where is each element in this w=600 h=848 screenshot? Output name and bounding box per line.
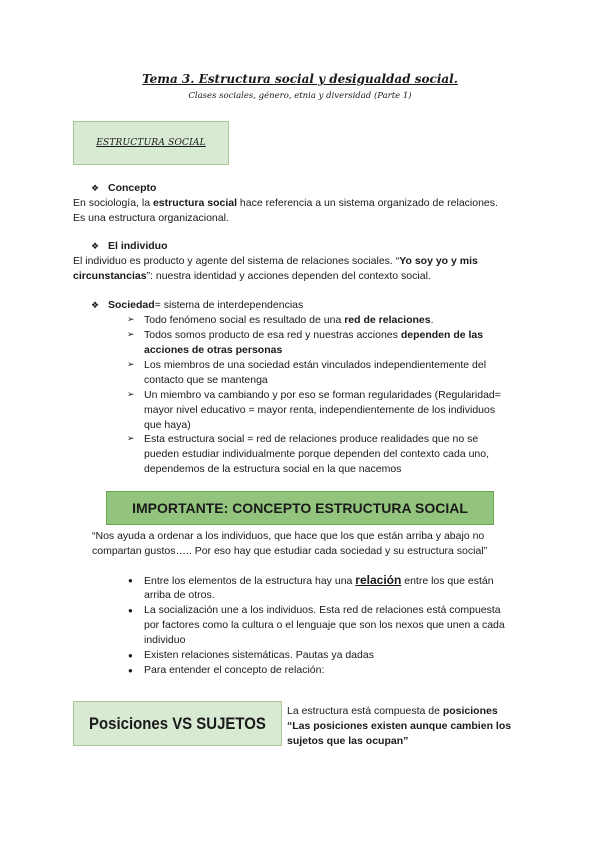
concepto-line1: En sociología, la estructura social hace referencia a un sistema organizado de relaciones. — [73, 197, 498, 209]
concepto-line2: Es una estructura organizacional. — [73, 212, 229, 224]
arrow-bullet-icon: ➢ — [127, 329, 135, 339]
section-box-label: IMPORTANTE: CONCEPTO ESTRUCTURA SOCIAL — [132, 500, 468, 516]
dot-bullet-icon: ● — [128, 606, 133, 615]
section-box-estructura-social — [73, 121, 229, 165]
sociedad-item-cont: pueden estudiar individualmente porque dependen del contexto cada uno, — [144, 448, 490, 460]
bullet-item: La socialización une a los individuos. Esta red de relaciones está compuesta — [144, 604, 501, 616]
diamond-bullet-icon: ❖ — [91, 241, 100, 251]
bullet-item-cont: por factores como la cultura o el lenguaje que son los nexos que unen a cada — [144, 619, 505, 631]
bullet-item-cont: arriba de otros. — [144, 589, 215, 601]
bullet-item: Existen relaciones sistemáticas. Pautas ya dadas — [144, 649, 374, 661]
quote-line2: compartan gustos….. Por eso hay que estudiar cada sociedad y su estructura social” — [92, 545, 488, 557]
posiciones-line1: La estructura está compuesta de posiciones — [287, 705, 498, 717]
dot-bullet-icon: ● — [128, 651, 133, 660]
sociedad-item: Todos somos producto de esa red y nuestras acciones dependen de las — [144, 329, 484, 341]
sociedad-item: Un miembro va cambiando y por eso se forman regularidades (Regularidad= — [144, 389, 501, 401]
arrow-bullet-icon: ➢ — [127, 433, 135, 443]
heading-sociedad: Sociedad= sistema de interdependencias — [108, 299, 304, 311]
dot-bullet-icon: ● — [128, 576, 133, 585]
sociedad-item: Esta estructura social = red de relaciones produce realidades que no se — [144, 433, 479, 445]
sociedad-item-cont: mayor nivel educativo = mayor renta, independientemente de los individuos — [144, 404, 496, 416]
individuo-line2: circunstancias”: nuestra identidad y acciones dependen del contexto social. — [73, 270, 431, 282]
arrow-bullet-icon: ➢ — [127, 359, 135, 369]
sociedad-item-cont: contacto que se mantenga — [144, 374, 268, 386]
heading-individuo: El individuo — [108, 240, 168, 252]
arrow-bullet-icon: ➢ — [127, 389, 135, 399]
dot-bullet-icon: ● — [128, 666, 133, 675]
sociedad-item: Todo fenómeno social es resultado de una red de relaciones. — [144, 314, 434, 326]
document-title: Tema 3. Estructura social y desigualdad social. — [142, 72, 458, 86]
section-box-posiciones — [73, 701, 282, 746]
section-box-importante — [106, 491, 494, 525]
diamond-bullet-icon: ❖ — [91, 300, 100, 310]
diamond-bullet-icon: ❖ — [91, 183, 100, 193]
quote-line1: “Nos ayuda a ordenar a los individuos, que hace que los que están arriba y abajo no — [92, 530, 485, 542]
sociedad-item-cont: acciones de otras personas — [144, 344, 283, 356]
arrow-bullet-icon: ➢ — [127, 314, 135, 324]
individuo-line1: El individuo es producto y agente del sistema de relaciones sociales. “Yo soy yo y mis — [73, 255, 478, 267]
heading-concepto: Concepto — [108, 182, 157, 194]
sociedad-item: Los miembros de una sociedad están vinculados independientemente del — [144, 359, 487, 371]
bullet-item: Entre los elementos de la estructura hay una relación entre los que están — [144, 573, 494, 587]
sociedad-item-cont: dependemos de la estructura social en la que nacemos — [144, 463, 402, 475]
posiciones-line2: “Las posiciones existen aunque cambien los — [287, 720, 512, 732]
section-box-label: ESTRUCTURA SOCIAL — [96, 138, 206, 148]
bullet-item: Para entender el concepto de relación: — [144, 664, 325, 676]
sociedad-item-cont: que haya) — [144, 419, 191, 431]
section-box-label: Posiciones VS SUJETOS — [89, 713, 266, 733]
posiciones-line3: sujetos que las ocupan” — [287, 735, 409, 747]
bullet-item-cont: individuo — [144, 634, 186, 646]
document-subtitle: Clases sociales, género, etnia y diversidad (Parte 1) — [188, 91, 412, 101]
